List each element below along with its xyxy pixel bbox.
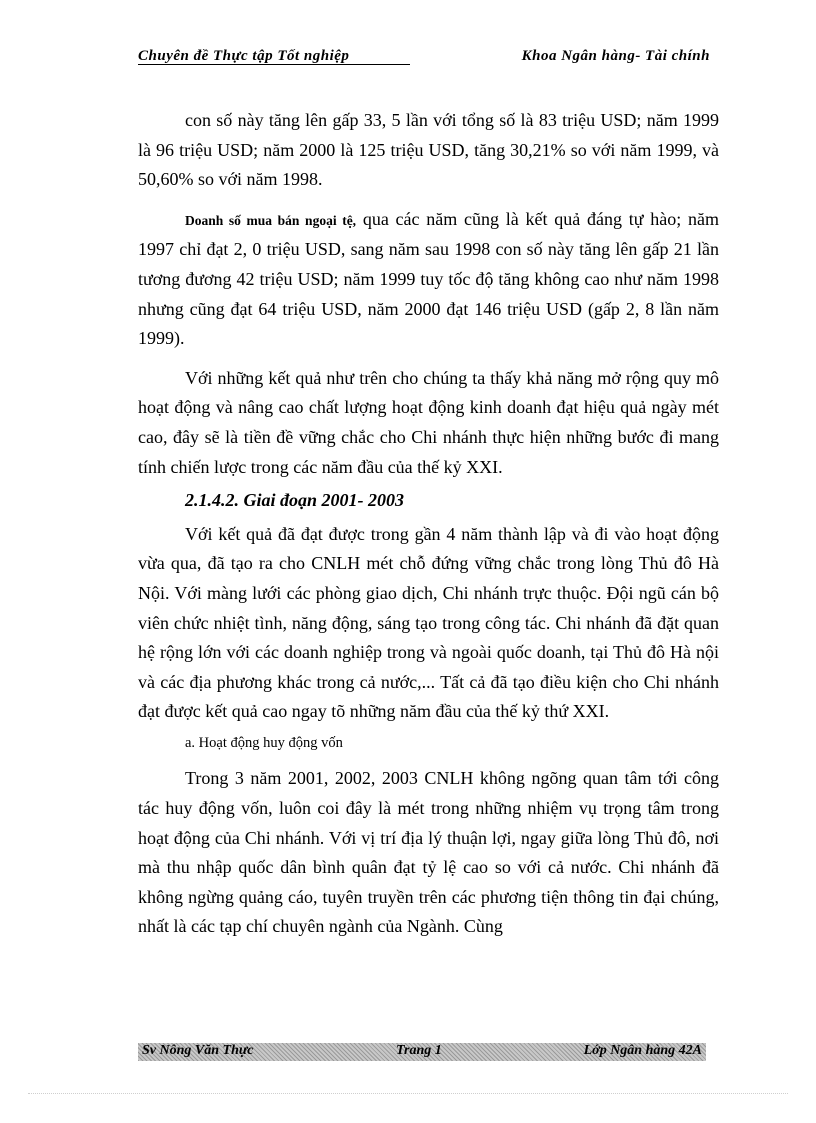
paragraph-4: Với kết quả đã đạt được trong gần 4 năm thành lập và đi vào hoạt động vừa qua, đã tạo ra cho CNLH mét chỗ đứng vững chắc trong lòng Thủ đô Hà Nội. Với màng lưới các phòng giao dịch, Chi nhánh trực thuộc. Đội ngũ cán bộ viên chức nhiệt tình, năng động, sáng tạo trong công tác. Chi nhánh đã đặt quan hệ rộng lớn với các doanh nghiệp trong và ngoài quốc doanh, tại Thủ đô Hà nội và các địa phương khác trong cả nước,... Tất cả đã tạo điều kiện cho Chi nhánh đạt được kết quả cao ngay tõ những năm đầu của thế kỷ thứ XXI. [138, 523, 719, 722]
paragraph-2 [138, 205, 719, 354]
footer-author: Sv Nông Văn Thực [142, 1043, 254, 1058]
paragraph-2-lead: Doanh số mua bán ngoại tệ, [185, 212, 357, 228]
footer-class: Lớp Ngân hàng 42A [583, 1043, 702, 1058]
bottom-dotted-divider [28, 1093, 788, 1094]
paragraph-3: Với những kết quả như trên cho chúng ta thấy khả năng mở rộng quy mô hoạt động và nâng cao chất lượng hoạt động kinh doanh đạt hiệu quả ngày mét cao, đây sẽ là tiền đề vững chắc cho Chi nhánh thực hiện những bước đi mang tính chiến lược trong các năm đầu của thế kỷ XXI. [138, 367, 719, 477]
header-underline [138, 64, 410, 65]
paragraph-1: con số này tăng lên gấp 33, 5 lần với tổng số là 83 triệu USD; năm 1999 là 96 triệu USD; năm 2000 là 125 triệu USD, tăng 30,21% so với năm 1999, và 50,60% so với năm 1998. [138, 110, 719, 190]
header-right-title: Khoa Ngân hàng- Tài chính [521, 48, 710, 64]
document-body [138, 106, 719, 942]
subsection-heading: a. Hoạt động huy động vốn [185, 734, 343, 751]
footer-page-number: Trang 1 [396, 1043, 442, 1058]
paragraph-2-text: qua các năm cũng là kết quả đáng tự hào; năm 1997 chỉ đạt 2, 0 triệu USD, sang năm sau 1998 con số này tăng lên gấp 21 lần tương đương 42 triệu USD; năm 1999 tuy tốc độ tăng không cao như năm 1998 nhưng cũng đạt 64 triệu USD, năm 2000 đạt 146 triệu USD (gấp 2, 8 lần năm 1999). [138, 208, 719, 349]
page-header [138, 48, 710, 70]
section-heading: 2.1.4.2. Giai đoạn 2001- 2003 [185, 490, 405, 511]
paragraph-5: Trong 3 năm 2001, 2002, 2003 CNLH không ngõng quan tâm tới công tác huy động vốn, luôn coi đây là mét trong những nhiệm vụ trọng tâm trong hoạt động của Chi nhánh. Với vị trí địa lý thuận lợi, ngay giữa lòng Thủ đô, nơi mà thu nhập quốc dân bình quân đạt tỷ lệ cao so với cả nước. Chi nhánh đã không ngừng quảng cáo, tuyên truyền trên các phương tiện thông tin đại chúng, nhất là các tạp chí chuyên ngành của Ngành. Cùng [138, 768, 719, 937]
page-footer [138, 1043, 706, 1061]
header-left-title: Chuyên đề Thực tập Tốt nghiệp [138, 48, 350, 64]
